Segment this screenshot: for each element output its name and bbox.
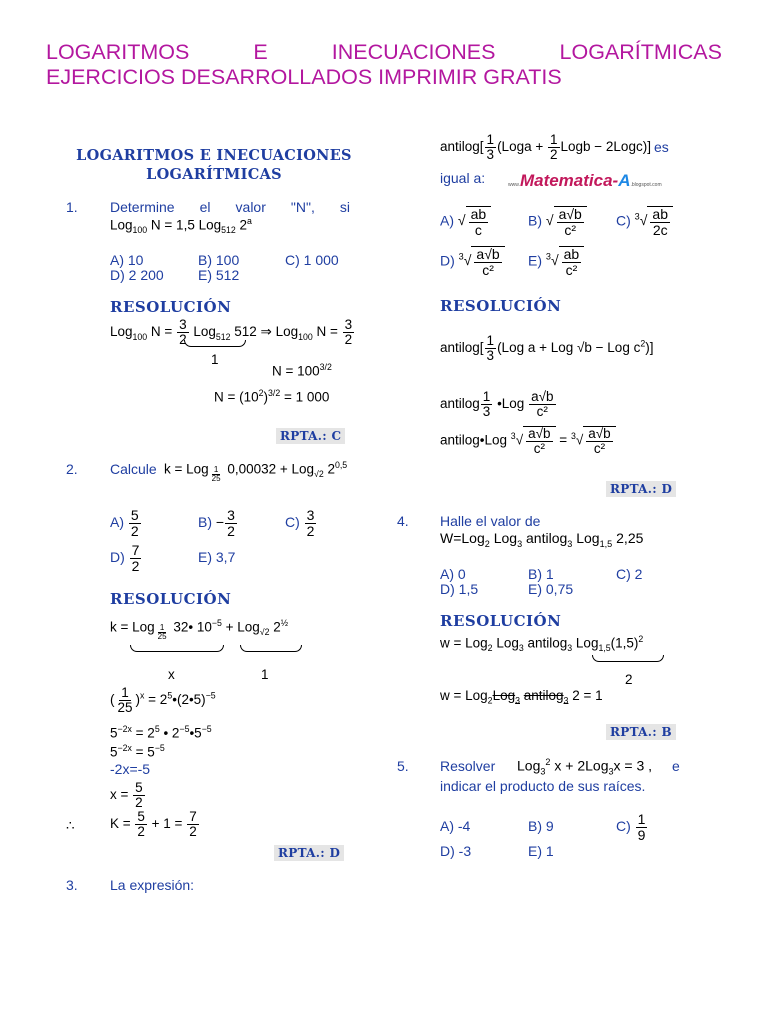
problem-4-option-a: A) 0 [440, 566, 466, 582]
brace-label: 1 [211, 352, 219, 367]
problem-3-es: es [654, 139, 669, 155]
final-value: = 1 000 [284, 389, 330, 405]
problem-3-solution-step-2: antilog $\frac{1}{3}$ •Log $\frac{a√b}{\text{c²}}$ [440, 389, 554, 420]
problem-3-text: La expresión: [110, 877, 195, 893]
problem-2-option-e: E) 3,7 [198, 549, 236, 565]
problem-2-option-c: C) $\frac{3}{2}$ [285, 507, 315, 539]
problem-3-igual: igual a: [440, 170, 486, 186]
problem-2-solution-step-4: $5^{-2x} = 5^{-5}$ [110, 743, 165, 760]
page-title [46, 40, 722, 90]
brace-label-2: 2 [625, 672, 633, 687]
problem-1-option-c: C) 1 000 [285, 252, 339, 268]
problem-4-option-b: B) 1 [528, 566, 554, 582]
problem-2-answer: RPTA.: D [274, 845, 344, 861]
problem-4-solution-step-2: w = Log$_2$Log$_3$ antilog$_3$ 2 = 1 [440, 688, 603, 706]
problem-2-equation: k = Log $_{\frac{1}{25}}$ 0,00032 + Log$_{√2}$ 2$^{0,5}$ [164, 460, 348, 484]
problem-1-answer: RPTA.: C [276, 428, 345, 444]
site-logo: www.Matematica-A.blogspot.com [508, 171, 662, 190]
title-word: E [253, 40, 268, 64]
problem-4-option-c: C) 2 [616, 566, 643, 582]
problem-2-resolution-label: RESOLUCIÓN [110, 590, 232, 608]
problem-3-option-b: B) √ $\frac{a√b}{\text{c²}}$ [528, 206, 587, 237]
problem-1-option-e: E) 512 [198, 267, 240, 283]
brace [240, 645, 302, 652]
problem-1-number: 1. [66, 199, 78, 215]
problem-2-option-b: B) − $\frac{3}{2}$ [198, 507, 235, 539]
problem-4-equation: W=Log$_2$ Log$_3$ antilog$_3$ Log$_{1,5}$ 2,25 [440, 530, 644, 549]
therefore-symbol: ∴ [66, 818, 75, 833]
problem-2-solution-step-1: k = Log $_{\frac{1}{25}}$ 32• $10^{-5} + Log_{√2}$ $2^{\frac{1}{2}}$ [110, 618, 289, 642]
problem-5-text-1b: e [672, 758, 680, 774]
problem-4-solution-step-1: w = Log$_2$ Log$_3$ antilog$_3$ $Log_{1,5}(1,5)^2$ [440, 634, 644, 654]
problem-1-option-d: D) 2 200 [110, 267, 164, 283]
title-word: INECUACIONES [331, 40, 496, 64]
problem-1-option-a: A) 10 [110, 252, 144, 268]
problem-1-text: Determine el valor "N", si [110, 199, 350, 215]
brace-label-1: 1 [261, 667, 269, 682]
problem-1-solution-step-2: $N = 100^{3/2}$ [272, 362, 332, 379]
brace-label-x: x [168, 667, 175, 682]
problem-3-option-a: A) √ $\frac{ab}{c}$ [440, 206, 491, 237]
problem-5-option-b: B) 9 [528, 818, 554, 834]
problem-4-number: 4. [397, 513, 409, 529]
problem-4-text: Halle el valor de [440, 513, 541, 529]
problem-4-option-d: D) 1,5 [440, 581, 479, 597]
problem-3-solution-step-1: antilog[ $\frac{1}{3}$ (Log a + Log √b − Log $c^2$)] [440, 333, 654, 364]
problem-3-answer: RPTA.: D [606, 481, 676, 497]
problem-5-number: 5. [397, 758, 409, 774]
problem-5-text-1: Resolver [440, 758, 496, 774]
title-word: LOGARÍTMICAS [559, 40, 722, 64]
problem-2-solution-step-5: -2x=-5 [110, 761, 151, 777]
problem-3-option-e: E) $^3$√ $\frac{ab}{\text{c²}}$ [528, 246, 584, 277]
document-heading [54, 146, 374, 184]
document-heading-line-2: LOGARÍTMICAS [146, 166, 282, 183]
problem-1-equation: Log$_{100}$ N = 1,5 Log$_{512}$ 2$^a$ [110, 216, 252, 236]
title-line-2: EJERCICIOS DESARROLLADOS IMPRIMIR GRATIS [46, 65, 562, 89]
problem-4-answer: RPTA.: B [606, 724, 676, 740]
problem-2-text: Calcule [110, 461, 157, 477]
problem-1-resolution-label: RESOLUCIÓN [110, 298, 232, 316]
problem-2-solution-step-2: ( $\frac{1}{25}$ )$^x = 2^5•(2•5)^{-5}$ [110, 685, 216, 716]
problem-2-option-a: A) $\frac{5}{2}$ [110, 507, 139, 539]
problem-2-solution-step-3: $5^{-2x} = 2^5$ • $2^{-5}•5^{-5}$ [110, 724, 212, 741]
problem-1-solution-step-3: $N = (10^2)^{3/2} = 1$ 000 [214, 388, 330, 405]
problem-4-option-e: E) 0,75 [528, 581, 574, 597]
problem-5-option-a: A) -4 [440, 818, 471, 834]
problem-2-solution-step-7: K = $\frac{5}{2}$ + 1 = $\frac{7}{2}$ [110, 809, 197, 840]
document-heading-line-1: LOGARITMOS E INECUACIONES [76, 147, 352, 164]
problem-5-option-c: C) $\frac{1}{9}$ [616, 811, 646, 843]
brace [130, 645, 224, 652]
problem-1-option-b: B) 100 [198, 252, 240, 268]
brace [592, 655, 664, 662]
problem-4-resolution-label: RESOLUCIÓN [440, 612, 562, 630]
title-word: LOGARITMOS [46, 40, 190, 64]
problem-2-option-d: D) $\frac{7}{2}$ [110, 542, 140, 574]
problem-3-resolution-label: RESOLUCIÓN [440, 297, 562, 315]
problem-1-solution-step-1: Log$_{100}$ N = $\frac{3}{2}$ Log$_{512}$ 512 ⇒ Log$_{100}$ N = $\frac{3}{2}$ [110, 317, 353, 348]
problem-5-text-2: indicar el producto de sus raíces. [440, 778, 646, 794]
problem-3-number: 3. [66, 877, 78, 893]
brace [184, 340, 246, 347]
problem-3-option-c: C) $^3$√ $\frac{ab}{2c}$ [616, 206, 673, 237]
problem-5-option-d: D) -3 [440, 843, 472, 859]
problem-2-number: 2. [66, 461, 78, 477]
problem-3-expression: antilog[ $\frac{1}{3}$ (Loga + $\frac{1}{2}$ Logb − 2Logc)] [440, 132, 651, 163]
problem-3-option-d: D) $^3$√ $\frac{a√b}{\text{c²}}$ [440, 246, 505, 277]
problem-5-option-e: E) 1 [528, 843, 554, 859]
n-equals-100: N = 100 [272, 363, 320, 379]
problem-3-solution-step-3: antilog•Log $^3$√ $\frac{a√b}{\text{c²}}$ = $^3$√ $\frac{a√b}{\text{c²}}$ [440, 426, 616, 456]
problem-2-solution-step-6: x = $\frac{5}{2}$ [110, 780, 143, 811]
problem-5-equation: Log$_3^2$ x + 2Log$_3$x = 3 , [517, 757, 653, 777]
